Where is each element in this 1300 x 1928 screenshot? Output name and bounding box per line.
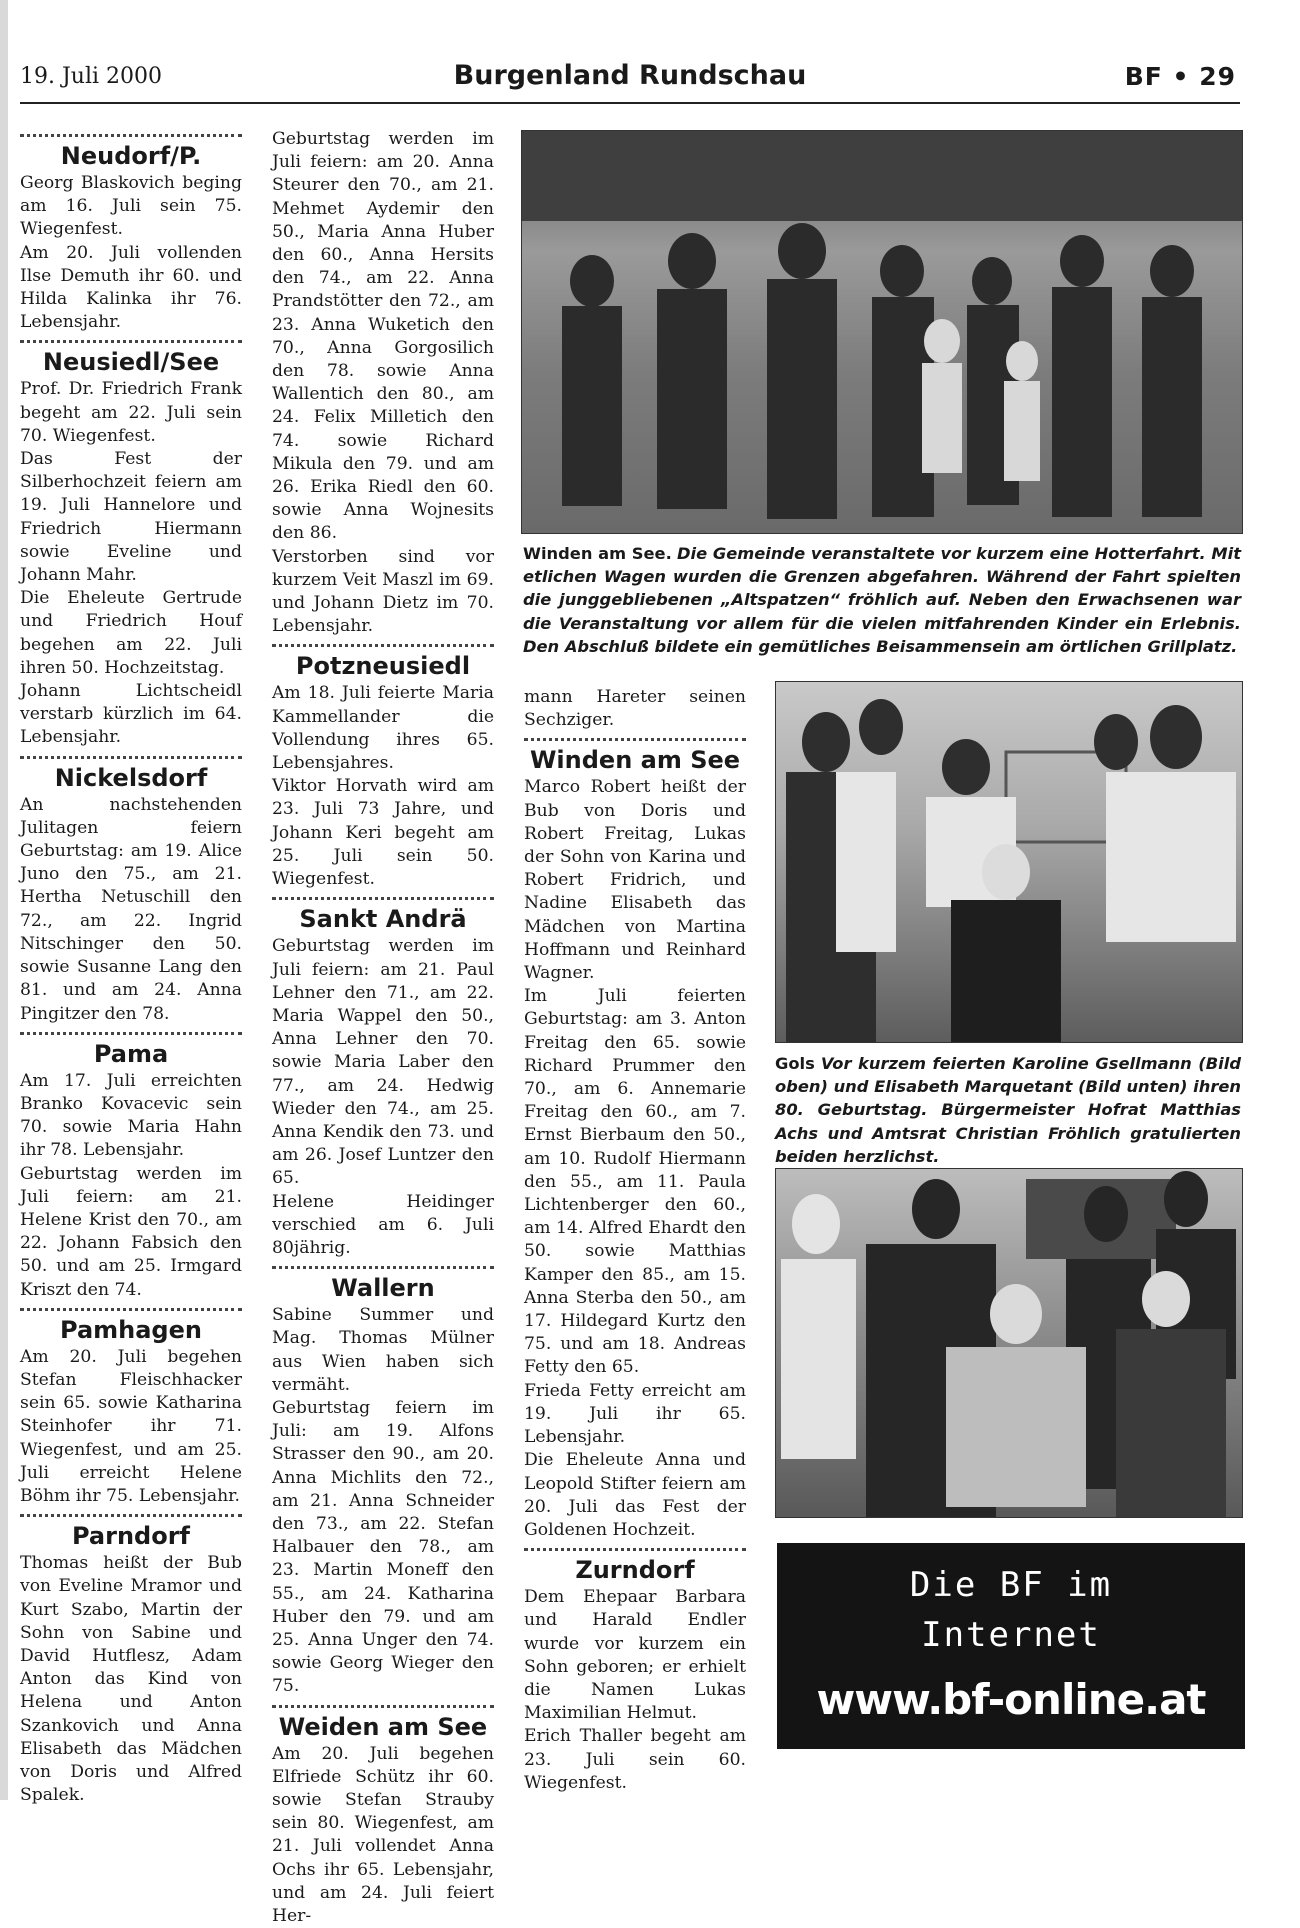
- section-paragraph: Helene Heidinger verschied am 6. Juli 80jährig.: [272, 1191, 494, 1258]
- photo-hotterfahrt: [521, 130, 1243, 534]
- page-header: [20, 58, 1240, 102]
- ad-line-1: Die BF im: [909, 1565, 1113, 1605]
- section-heading: Zurndorf: [575, 1556, 695, 1585]
- section-paragraph: Am 20. Juli begehen Stefan Fleischhacker sein 65. sowie Katharina Steinhofer ihr 71. Wiegenfest, und am 25. Juli erreicht Helene Böhm ihr 75. Lebensjahr.: [20, 1346, 242, 1506]
- section-paragraph: Viktor Horvath wird am 23. Juli 73 Jahre, und Johann Keri begeht am 25. Juli sein 50. Wiegenfest.: [272, 776, 494, 890]
- section-paragraph: Geburtstag feiern im Juli: am 19. Alfons Strasser den 90., am 20. Anna Michlits den 72., am 21. Anna Schneider den 73., am 22. Stefan Halbauer den 78., am 23. Martin Moneff den 55., am 24. Katharina Huber den 79. und am 25. Anna Unger den 74. sowie Georg Wieger den 75.: [272, 1397, 494, 1697]
- photo-gsellmann: [775, 681, 1243, 1043]
- ad-line-2: Internet: [921, 1615, 1101, 1655]
- section-separator: [20, 1514, 242, 1517]
- caption-gols: [775, 1052, 1241, 1168]
- photo-marquetant: [775, 1168, 1243, 1518]
- section-paragraph: Geburtstag werden im Juli feiern: am 21. Paul Lehner den 71., am 22. Maria Wappel den 50., Anna Lehner den 70. sowie Maria Laber den 77., am 24. Hedwig Wieder den 74., am 25. Anna Kendik den 73. und am 26. Josef Luntzer den 65.: [272, 936, 494, 1189]
- section-paragraph: mann Hareter seinen Sechziger.: [524, 687, 746, 731]
- section-paragraph: Marco Robert heißt der Bub von Doris und Robert Freitag, Lukas der Sohn von Karina und Robert Fridrich, und Nadine Elisabeth das Mädchen von Martina Hoffmann und Reinhard Wagner.: [524, 777, 746, 984]
- section-paragraph: Sabine Summer und Mag. Thomas Mülner aus Wien haben sich vermäht.: [272, 1305, 494, 1395]
- section-separator: [20, 756, 242, 759]
- section-heading: Nickelsdorf: [54, 763, 208, 792]
- section-separator: [272, 897, 494, 900]
- newspaper-title: Burgenland Rundschau: [453, 60, 807, 91]
- section-heading: Pamhagen: [60, 1315, 202, 1344]
- section-paragraph: Georg Blaskovich beging am 16. Juli sein 75. Wiegenfest.: [20, 173, 242, 240]
- section-separator: [20, 134, 242, 137]
- section-separator: [524, 738, 746, 741]
- section-separator: [272, 1266, 494, 1269]
- section-paragraph: Prof. Dr. Friedrich Frank begeht am 22. Juli sein 70. Wiegenfest.: [20, 379, 242, 446]
- section-heading: Sankt Andrä: [299, 905, 467, 934]
- section-paragraph: Verstorben sind vor kurzem Veit Maszl im 69. und Johann Dietz im 70. Lebensjahr.: [272, 546, 494, 637]
- section-separator: [20, 340, 242, 343]
- section-paragraph: Die Eheleute Anna und Leopold Stifter feiern am 20. Juli das Fest der Goldenen Hochzeit.: [524, 1450, 746, 1540]
- section-paragraph: Dem Ehepaar Barbara und Harald Endler wurde vor kurzem ein Sohn geboren; er erhielt die Namen Lukas Maximilian Helmut.: [524, 1587, 746, 1724]
- section-paragraph: Am 20. Juli vollenden Ilse Demuth ihr 60. und Hilda Kalinka ihr 76. Lebensjahr.: [20, 242, 242, 333]
- caption-lead: Winden am See.: [523, 544, 672, 563]
- section-separator: [20, 1308, 242, 1311]
- section-separator: [272, 644, 494, 647]
- header-rule: [20, 102, 1240, 104]
- section-heading: Winden am See: [529, 746, 741, 775]
- column-1: [20, 128, 242, 1807]
- caption-text: Die Gemeinde veranstaltete vor kurzem eine Hotterfahrt. Mit etlichen Wagen wurden die Grenzen abgefahren. Während der Fahrt spielten die junggebliebenen „Altspatzen“ fröhlich auf. Neben den Erwachsenen war die Veranstaltung vor allem für die vielen mitfahrenden Kinder ein Erlebnis. Den Abschluß bildete ein gemütliches Beisammensein am örtlichen Grillplatz.: [523, 544, 1241, 656]
- page-number: BF • 29: [1124, 62, 1236, 91]
- section-heading: Pama: [93, 1039, 169, 1068]
- section-paragraph: An nachstehenden Julitagen feiern Geburtstag: am 19. Alice Juno den 75., am 21. Hertha Netuschill den 72., am 22. Ingrid Nitschinger den 50. sowie Susanne Lang den 81. und am 24. Anna Pingitzer den 78.: [20, 794, 242, 1024]
- section-heading: Weiden am See: [278, 1712, 488, 1741]
- section-separator: [20, 1032, 242, 1035]
- section-heading: Potzneusiedl: [295, 652, 471, 681]
- ad-url-link[interactable]: www.bf-online.at: [816, 1675, 1206, 1724]
- section-paragraph: Am 20. Juli begehen Elfriede Schütz ihr 60. sowie Stefan Strauby sein 80. Wiegenfest, am 21. Juli vollendet Anna Ochs ihr 65. Lebensjahr, und am 24. Juli feiert Her-: [272, 1743, 494, 1927]
- section-heading: Parndorf: [71, 1522, 190, 1551]
- section-paragraph: Frieda Fetty erreicht am 19. Juli ihr 65. Lebensjahr.: [524, 1380, 746, 1448]
- section-heading: Wallern: [331, 1274, 435, 1303]
- section-paragraph: Das Fest der Silberhochzeit feiern am 19. Juli Hannelore und Friedrich Hiermann sowie Eveline und Johann Mahr.: [20, 449, 242, 586]
- page-edge: [0, 0, 8, 1800]
- section-paragraph: Die Eheleute Gertrude und Friedrich Houf begehen am 22. Juli ihren 50. Hochzeitstag.: [20, 588, 242, 678]
- section-separator: [524, 1548, 746, 1551]
- caption-text: Vor kurzem feierten Karoline Gsellmann (Bild oben) und Elisabeth Marquetant (Bild unten) ihren 80. Geburtstag. Bürgermeister Hofrat Matthias Achs und Amtsrat Christian Fröhlich gratulierten beiden herzlichst.: [775, 1054, 1241, 1166]
- column-3: [524, 686, 746, 1795]
- section-heading: Neudorf/P.: [60, 142, 202, 170]
- section-paragraph: Erich Thaller begeht am 23. Juli sein 60. Wiegenfest.: [524, 1726, 746, 1793]
- caption-lead: Gols: [775, 1054, 815, 1073]
- section-paragraph: Johann Lichtscheidl verstarb kürzlich im 64. Lebensjahr.: [20, 681, 242, 748]
- bf-online-ad[interactable]: [777, 1543, 1245, 1749]
- section-heading: Neusiedl/See: [42, 348, 220, 377]
- section-paragraph: Am 17. Juli erreichten Branko Kovacevic sein 70. sowie Maria Hahn ihr 78. Lebensjahr.: [20, 1070, 242, 1161]
- section-paragraph: Thomas heißt der Bub von Eveline Mramor und Kurt Szabo, Martin der Sohn von Sabine und David Hutflesz, Adam Anton das Kind von Helena und Anton Szankovich und Anna Elisabeth das Mädchen von Doris und Alfred Spalek.: [20, 1553, 242, 1806]
- section-paragraph: Am 18. Juli feierte Maria Kammellander die Vollendung ihres 65. Lebensjahres.: [272, 683, 494, 774]
- section-paragraph: Geburtstag werden im Juli feiern: am 21. Helene Krist den 70., am 22. Johann Fabsich den 50. und am 25. Irmgard Kriszt den 74.: [20, 1163, 242, 1300]
- caption-winden: [523, 542, 1241, 658]
- section-separator: [272, 1705, 494, 1708]
- section-paragraph: Geburtstag werden im Juli feiern: am 20. Anna Steurer den 70., am 21. Mehmet Aydemir den 50., Maria Anna Huber den 60., Anna Hersits den 74., am 22. Anna Prandstötter den 72., am 23. Anna Wuketich den 70., Anna Gorgosilich den 78. sowie Anna Wallentich den 80., am 24. Felix Milletich den 74. sowie Richard Mikula den 79. und am 26. Erika Riedl den 60. sowie Anna Wojnesits den 86.: [272, 129, 494, 544]
- column-2: [272, 128, 494, 1928]
- section-paragraph: Im Juli feierten Geburtstag: am 3. Anton Freitag den 65. sowie Richard Prummer den 70., am 6. Annemarie Freitag den 60., am 7. Ernst Bierbaum den 50., am 10. Rudolf Hiermann den 55., am 11. Paula Lichtenberger den 60., am 14. Alfred Ehardt den 50. sowie Matthias Kamper den 85., am 15. Anna Sterba den 50., am 17. Hildegard Kurtz den 75. und am 18. Andreas Fetty den 65.: [524, 986, 746, 1378]
- issue-date: 19. Juli 2000: [20, 64, 163, 89]
